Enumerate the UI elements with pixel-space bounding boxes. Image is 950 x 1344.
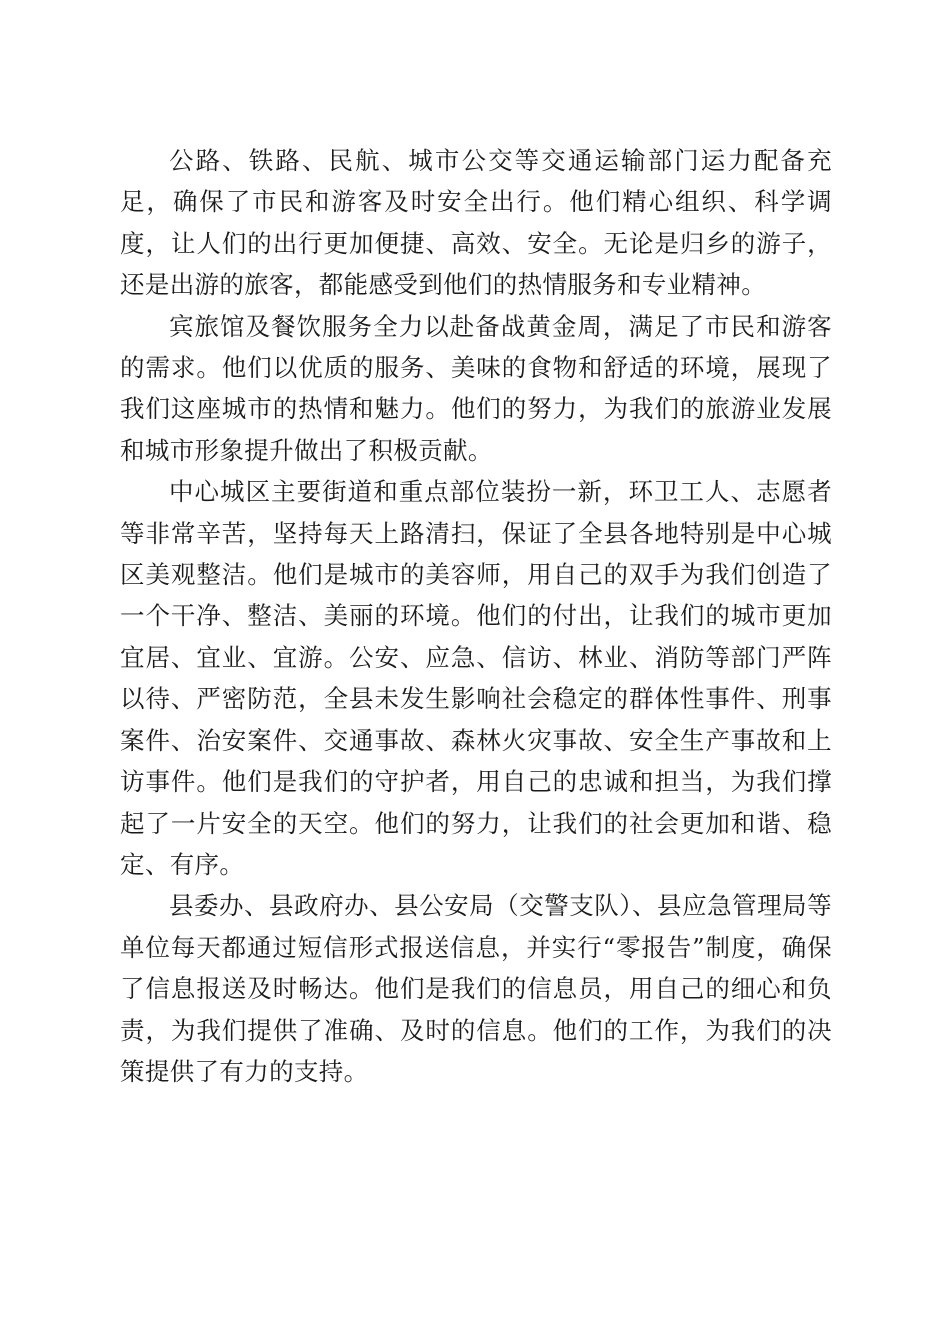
paragraph-transport: 公路、铁路、民航、城市公交等交通运输部门运力配备充足，确保了市民和游客及时安全出行。他们精心组织、科学调度，让人们的出行更加便捷、高效、安全。无论是归乡的游子，还是出游的旅客，都能感受到他们的热情服务和专业精神。 xyxy=(120,146,832,300)
paragraph-hospitality: 宾旅馆及餐饮服务全力以赴备战黄金周，满足了市民和游客的需求。他们以优质的服务、美味的食物和舒适的环境，展现了我们这座城市的热情和魅力。他们的努力，为我们的旅游业发展和城市形象提升做出了积极贡献。 xyxy=(120,311,832,465)
paragraph-city-safety: 中心城区主要街道和重点部位装扮一新，环卫工人、志愿者等非常辛苦，坚持每天上路清扫，保证了全县各地特别是中心城区美观整洁。他们是城市的美容师，用自己的双手为我们创造了一个干净、整洁、美丽的环境。他们的付出，让我们的城市更加宜居、宜业、宜游。公安、应急、信访、林业、消防等部门严阵以待、严密防范，全县未发生影响社会稳定的群体性事件、刑事案件、治安案件、交通事故、森林火灾事故、安全生产事故和上访事件。他们是我们的守护者，用自己的忠诚和担当，为我们撑起了一片安全的天空。他们的努力，让我们的社会更加和谐、稳定、有序。 xyxy=(120,477,832,879)
paragraph-information-reporting: 县委办、县政府办、县公安局（交警支队）、县应急管理局等单位每天都通过短信形式报送信息，并实行“零报告”制度，确保了信息报送及时畅达。他们是我们的信息员，用自己的细心和负责，为我们提供了准确、及时的信息。他们的工作，为我们的决策提供了有力的支持。 xyxy=(120,891,832,1086)
document-body xyxy=(120,140,832,1092)
